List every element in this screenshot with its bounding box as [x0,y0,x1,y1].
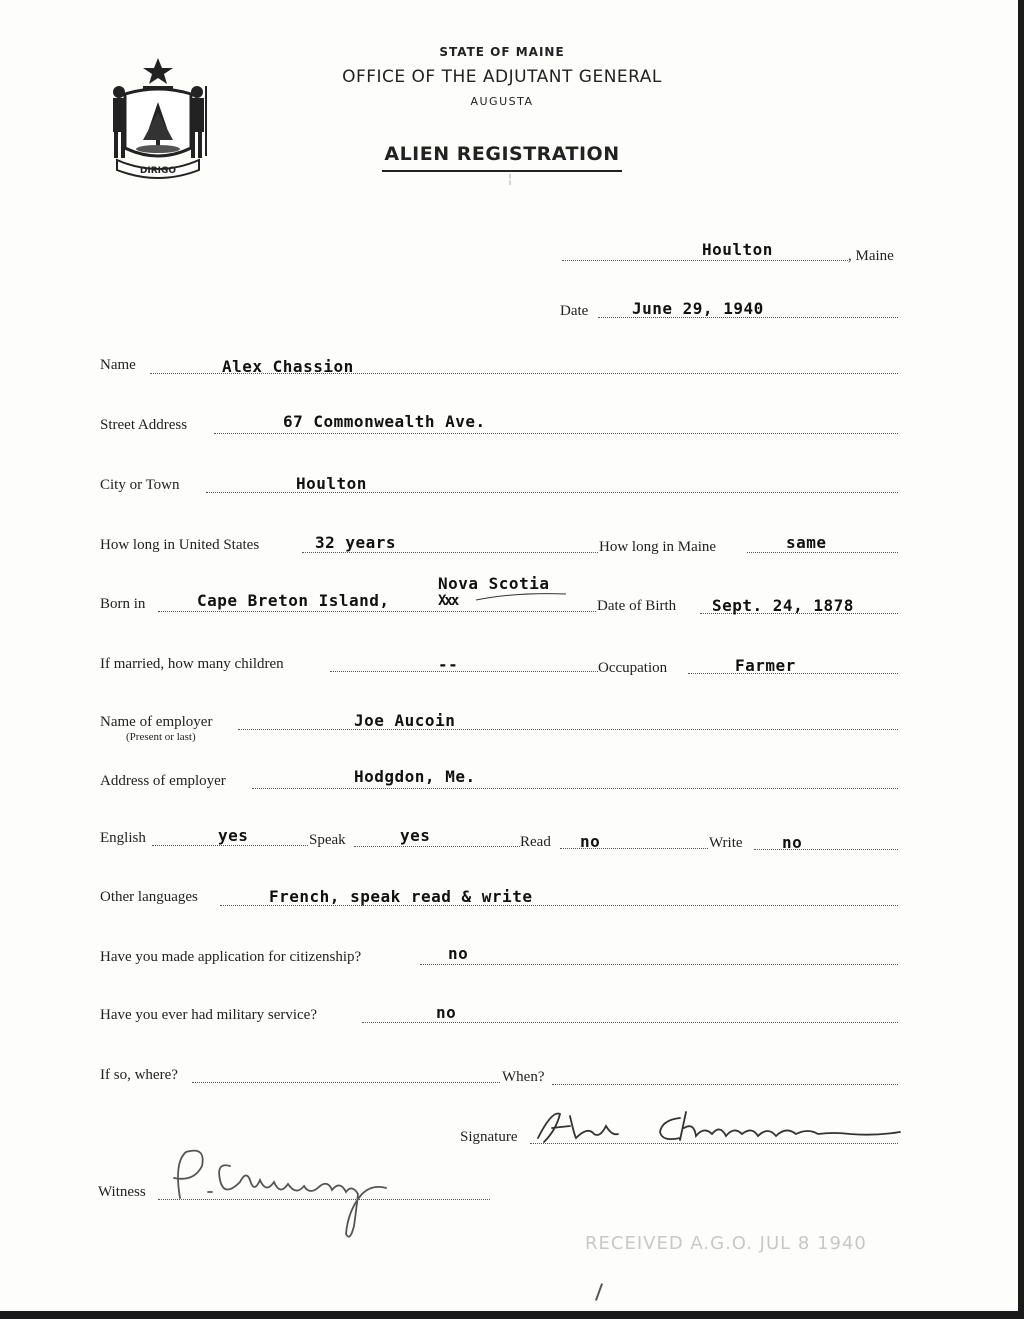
children-line [330,671,598,672]
how-long-us-line [302,552,598,553]
street-line [214,433,898,434]
born-in-line [158,611,596,612]
street-label: Street Address [100,417,188,433]
how-long-maine-line [747,552,898,553]
employer-address-value[interactable]: Hodgdon, Me. [354,767,476,786]
english-label: English [100,830,146,846]
header-state: STATE OF MAINE [439,45,565,59]
other-languages-value[interactable]: French, speak read & write [269,887,533,906]
children-value[interactable]: -- [438,655,459,674]
read-label: Read [520,834,551,850]
correction-caret-icon [476,592,576,602]
header-city: AUGUSTA [470,95,534,108]
where-label: If so, where? [100,1067,178,1083]
dob-value[interactable]: Sept. 24, 1878 [712,596,854,615]
form-title [0,143,1014,165]
how-long-us-label: How long in United States [100,537,260,553]
name-label: Name [100,357,136,373]
speak-label: Speak [309,832,346,848]
born-in-label: Born in [100,596,146,612]
name-value[interactable]: Alex Chassion [222,357,354,376]
write-line [754,849,898,850]
scan-edge-right [1018,0,1024,1319]
occupation-value[interactable]: Farmer [735,656,796,675]
citizenship-label: Have you made application for citizenship? [100,949,362,965]
smudge-mark: ¦ [508,172,513,186]
children-label: If married, how many children [100,656,284,672]
place-value: Houlton [702,240,773,259]
employer-value[interactable]: Joe Aucoin [354,711,456,730]
where-line [192,1082,500,1083]
when-label: When? [502,1069,545,1085]
write-label: Write [709,835,743,851]
military-value[interactable]: no [436,1003,457,1022]
employer-line [238,729,898,730]
read-value[interactable]: no [580,832,601,851]
speak-value[interactable]: yes [400,826,431,845]
witness-label: Witness [98,1184,146,1200]
signature-scrawl [530,1104,905,1154]
other-languages-label: Other languages [100,889,198,905]
born-in-value[interactable]: Cape Breton Island, [197,591,390,610]
date-value: June 29, 1940 [632,299,764,318]
military-line [362,1022,898,1023]
how-long-maine-value[interactable]: same [786,533,827,552]
form-title-text: ALIEN REGISTRATION [382,143,621,172]
employer-address-label: Address of employer [100,773,226,789]
date-label: Date [560,303,589,319]
seal-motto: DIRIGO [139,166,177,176]
place-suffix: , Maine [848,248,894,264]
how-long-maine-label: How long in Maine [599,539,717,555]
military-label: Have you ever had military service? [100,1007,317,1023]
citizenship-line [420,964,898,965]
english-value[interactable]: yes [218,826,249,845]
signature-label: Signature [460,1129,518,1145]
place-line [562,260,848,261]
born-in-struck-text: Xxx [438,593,458,609]
speak-line [354,846,520,847]
born-in-correction[interactable]: Nova Scotia [438,574,550,593]
received-stamp: RECEIVED A.G.O. JUL 8 1940 [585,1233,867,1254]
header-office: OFFICE OF THE ADJUTANT GENERAL [342,67,662,87]
english-line [152,845,308,846]
witness-signature-scrawl [150,1140,400,1245]
city-value[interactable]: Houlton [296,474,367,493]
write-value[interactable]: no [782,833,803,852]
when-line [552,1084,898,1085]
how-long-us-value[interactable]: 32 years [315,533,397,552]
occupation-label: Occupation [598,660,668,676]
citizenship-value[interactable]: no [448,944,469,963]
dob-label: Date of Birth [597,598,677,614]
city-label: City or Town [100,477,180,493]
street-value[interactable]: 67 Commonwealth Ave. [283,412,486,431]
employer-label: Name of employer [100,714,213,730]
scan-edge-bottom [0,1311,1024,1319]
employer-address-line [252,788,898,789]
employer-sublabel: (Present or last) [126,731,196,743]
